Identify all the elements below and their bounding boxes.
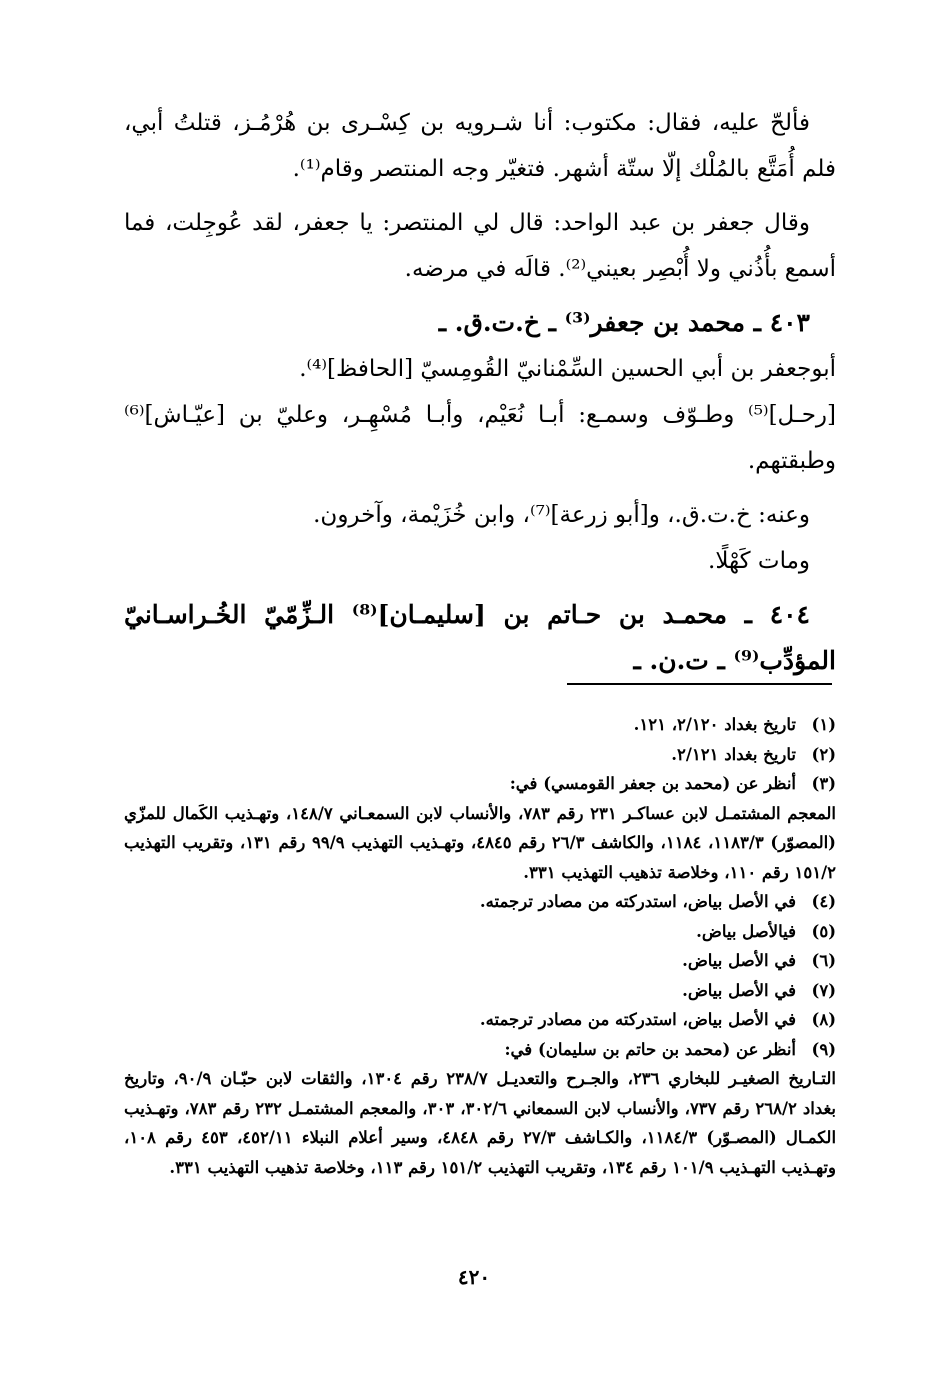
footnote-number: (٧) (811, 980, 836, 1000)
footnote-4 (124, 887, 836, 917)
footnote-text: في الأصل بياض. (682, 980, 796, 1000)
footnote-3 (124, 769, 836, 799)
entry-403-line-4: ومات كَهْلًا. (708, 548, 810, 574)
paragraph-2: وقال جعفر بن عبد الواحد: قال لي المنتصر: يا جعفر، لقد عُوجِلت، فما أسمع بأُذُني ولا أُبْصِر بعيني⁽²⁾. قالَه في مرضه. (124, 210, 836, 282)
footnotes (124, 710, 836, 1182)
paragraph-1: فألحّ عليه، فقال: مكتوب: أنا شـرويه بن كِسْـرى بن هُرْمُـز، قتلتُ أبي، فلم أُمَتَّع بالمُلْك إلّا ستّة أشهر. فتغيّر وجه المنتصر وقام⁽¹⁾. (124, 110, 836, 182)
entry-403-line-1: أبوجعفر بن أبي الحسين السِّمْنانيّ القُومِسيّ [الحافظ]⁽⁴⁾. (299, 356, 836, 382)
footnote-1 (124, 710, 836, 740)
footnote-number: (٨) (811, 1010, 836, 1029)
footnote-number: (٣) (811, 774, 836, 793)
main-text (124, 100, 836, 684)
footnote-number: (٩) (811, 1039, 836, 1059)
footnote-number: (٤) (811, 892, 836, 911)
footnote-number: (٥) (811, 921, 836, 941)
footnote-text: أنظر عن (محمد بن حاتم بن سليمان) في: (504, 1039, 796, 1059)
footnote-text: في الأصل بياض. (682, 951, 796, 970)
footnote-text: أنظر عن (محمد بن جعفر القومسي) في: (509, 774, 796, 793)
entry-404-heading: ٤٠٤ ـ محمـد بن حـاتم بن [سليمـان]⁽⁸⁾ الـزِّمّيّ الخُـراسـانيّ المؤدِّب⁽⁹⁾ ـ ت.ن. ـ (124, 600, 836, 675)
entry-403-line-2: [رحـل]⁽⁵⁾ وطـوّف وسمـع: أبـا نُعَيْم، وأبـا مُسْهِـر، وعليّ بن [عيّـاش]⁽⁶⁾ وطبقتهم. (124, 402, 836, 474)
footnote-9-sources: التـاريخ الصغيـر للبخاري ٢٣٦، والجـرح والتعديـل ٢٣٨/٧ رقم ١٣٠٤، والثقات لابن حبّـان ٩٠/٩، وتاريخ بغداد ٢٦٨/٢ رقم ٧٣٧، والأنساب لابن السمعاني ٣٠٢/٦، ٣٠٣، والمعجم المشتمـل ٢٣٢ رقم ٧٨٣، وتهـذيب الكمـال (المصـوّر) ١١٨٤/٣، والكـاشف ٢٧/٣ رقم ٤٨٤٨، وسير أعلام النبلاء ٤٥٢/١١، ٤٥٣ رقم ١٠٨، وتهـذيب التهـذيب ١٠١/٩ رقم ١٣٤، وتقريب التهذيب ١٥١/٢ رقم ١١٣، وخلاصة تذهيب التهذيب ٣٣١. (124, 1069, 837, 1177)
footnote-text: في الأصل بياض، استدركته من مصادر ترجمته. (479, 1010, 796, 1029)
footnote-2 (124, 740, 836, 770)
footnote-7 (124, 976, 836, 1006)
footnote-separator (567, 683, 832, 685)
page-number: ٤٢٠ (457, 1265, 491, 1289)
footnote-number: (١) (811, 715, 836, 734)
footnote-text: تاريخ بغداد ٢/١٢٠، ١٢١. (633, 715, 796, 734)
footnote-8 (124, 1005, 836, 1035)
footnote-9 (124, 1035, 836, 1065)
footnote-6 (124, 946, 836, 976)
footnote-number: (٢) (811, 744, 836, 764)
footnote-text: في الأصل بياض، استدركته من مصادر ترجمته. (479, 892, 796, 911)
footnote-text: فيالأصل بياض. (696, 921, 796, 941)
entry-403-line-3: وعنه: خ.ت.ق.، و[أبو زرعة]⁽⁷⁾، وابن خُزَيْمة، وآخرون. (313, 502, 810, 528)
footnote-3-sources: المعجم المشتمـل لابن عساكـر ٢٣١ رقم ٧٨٣، والأنساب لابن السمعـاني ١٤٨/٧، وتهـذيب الكَمال للمزّي (المصوّر) ١١٨٣/٣، ١١٨٤، والكاشف ٢٦/٣ رقم ٤٨٤٥، وتهـذيب التهذيب ٩٩/٩ رقم ١٣١، وتقريب التهذيب ١٥١/٢ رقم ١١٠، وخلاصة تذهيب التهذيب ٣٣١. (124, 803, 837, 882)
footnote-number: (٦) (811, 951, 836, 970)
entry-403-heading: ٤٠٣ ـ محمد بن جعفر⁽³⁾ ـ خ.ت.ق. ـ (438, 308, 810, 337)
footnote-5 (124, 917, 836, 947)
footnote-text: تاريخ بغداد ٢/١٢١. (671, 744, 796, 764)
